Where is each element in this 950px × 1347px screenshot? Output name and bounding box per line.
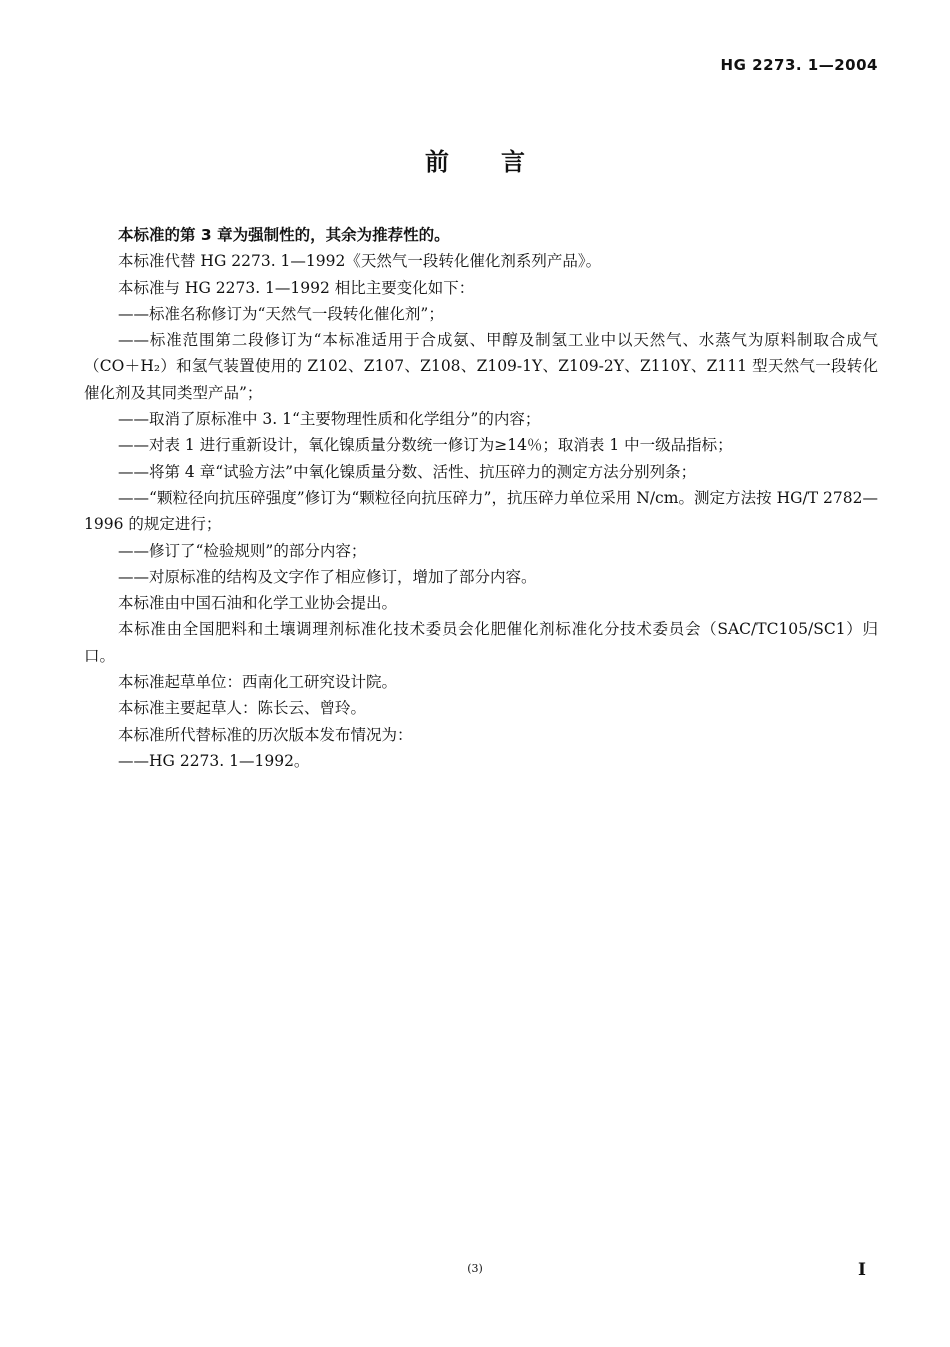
title-char-1: 前 [425, 148, 449, 176]
title-char-2: 言 [501, 148, 525, 176]
foreword-body [84, 222, 878, 774]
paragraph: ——“颗粒径向抗压碎强度”修订为“颗粒径向抗压碎力”，抗压碎力单位采用 N/cm。测定方法按 HG/T 2782—1996 的规定进行； [84, 488, 878, 534]
paragraph: ——对原标准的结构及文字作了相应修订，增加了部分内容。 [118, 567, 537, 586]
paragraph: ——取消了原标准中 3. 1“主要物理性质和化学组分”的内容； [118, 410, 541, 429]
page-marker: (3) [467, 1262, 483, 1275]
paragraph: 本标准的第 3 章为强制性的，其余为推荐性的。 [118, 226, 450, 244]
paragraph: 本标准主要起草人：陈长云、曾玲。 [118, 699, 367, 718]
paragraph: 本标准起草单位：西南化工研究设计院。 [118, 673, 398, 692]
paragraph: 本标准代替 HG 2273. 1—1992《天然气一段转化催化剂系列产品》。 [118, 252, 602, 271]
paragraph: ——将第 4 章“试验方法”中氧化镍质量分数、活性、抗压碎力的测定方法分别列条； [118, 462, 697, 481]
page-number: I [858, 1260, 866, 1280]
paragraph: ——修订了“检验规则”的部分内容； [118, 541, 367, 560]
standard-code: HG 2273. 1—2004 [720, 56, 878, 74]
page-title [0, 142, 950, 177]
paragraph: ——HG 2273. 1—1992。 [118, 751, 310, 770]
paragraph: 本标准由中国石油和化学工业协会提出。 [118, 594, 398, 613]
paragraph: 本标准所代替标准的历次版本发布情况为： [118, 725, 413, 744]
paragraph: ——标准名称修订为“天然气一段转化催化剂”； [118, 304, 444, 323]
paragraph: ——对表 1 进行重新设计，氧化镍质量分数统一修订为≥14％；取消表 1 中一级品指标； [118, 436, 733, 455]
paragraph: 本标准与 HG 2273. 1—1992 相比主要变化如下： [118, 278, 475, 297]
paragraph: ——标准范围第二段修订为“本标准适用于合成氨、甲醇及制氢工业中以天然气、水蒸气为原料制取合成气（CO＋H₂）和氢气装置使用的 Z102、Z107、Z108、Z109-1Y、Z109-2Y、Z110Y、Z111 型天然气一段转化催化剂及其同类型产品”； [84, 331, 878, 402]
paragraph: 本标准由全国肥料和土壤调理剂标准化技术委员会化肥催化剂标准化分技术委员会（SAC/TC105/SC1）归口。 [84, 620, 878, 665]
